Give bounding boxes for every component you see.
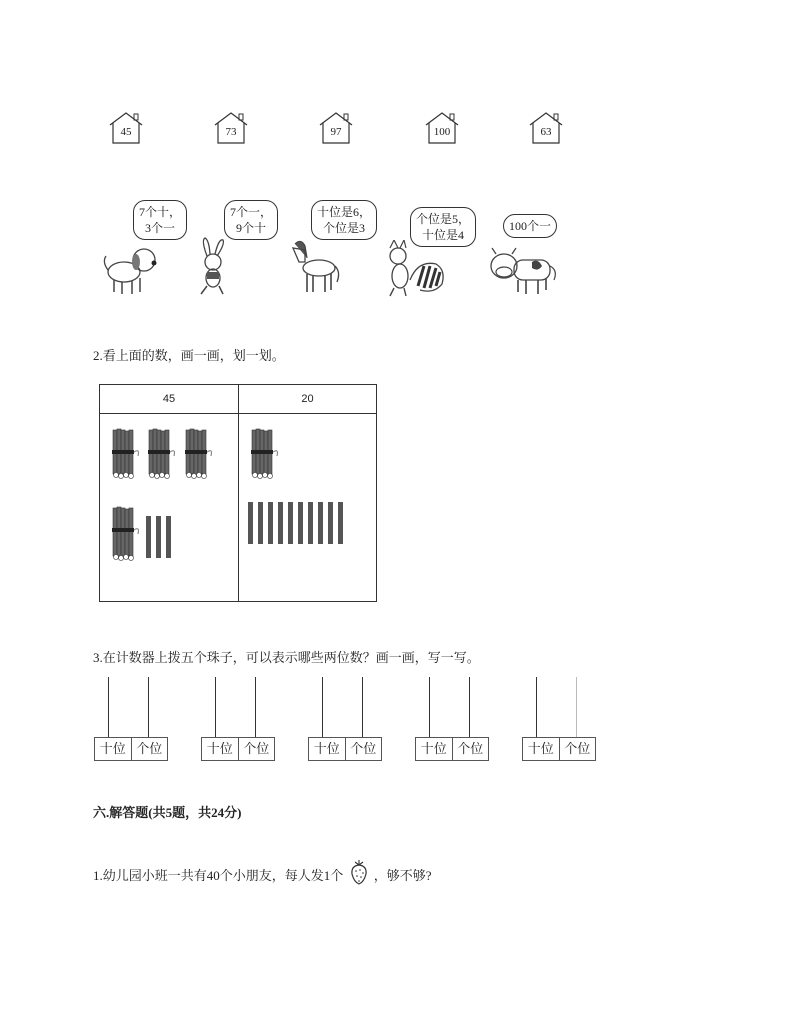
single-stick xyxy=(166,516,171,558)
abacus-4 xyxy=(415,677,489,761)
abacus-rod-tens xyxy=(429,677,430,737)
speech-bubble-squirrel: 个位是5， 十位是4 xyxy=(410,207,476,247)
abacus-3 xyxy=(308,677,382,761)
table-header-20: 20 xyxy=(239,385,376,414)
abacus-1 xyxy=(94,677,168,761)
abacus-rod-ones xyxy=(148,677,149,737)
abacus-2 xyxy=(201,677,275,761)
ones-label: 个位 xyxy=(452,738,489,760)
rabbit-icon xyxy=(193,236,233,298)
stick-bundle-icon xyxy=(108,428,142,482)
stick-bundle-icon xyxy=(108,506,142,564)
house-1 xyxy=(108,111,144,145)
single-stick xyxy=(318,502,323,544)
speech-bubble-horse: 十位是6， 个位是3 xyxy=(311,200,377,240)
ones-label: 个位 xyxy=(238,738,275,760)
single-stick xyxy=(248,502,253,544)
abacus-base xyxy=(522,737,596,761)
speech-bubble-dog: 7个十， 3个一 xyxy=(133,200,187,240)
abacus-rod-ones xyxy=(362,677,363,737)
tens-label: 十位 xyxy=(420,741,447,756)
stick-bundle-icon xyxy=(144,428,178,482)
house-3 xyxy=(318,111,354,145)
section-6-title: 六.解答题(共5题，共24分) xyxy=(93,805,242,820)
strawberry-icon xyxy=(349,858,369,886)
tens-label: 十位 xyxy=(313,741,340,756)
tens-label: 十位 xyxy=(206,741,233,756)
house-number: 45 xyxy=(120,126,132,138)
speech-bubble-rabbit: 7个一， 9个十 xyxy=(224,200,278,240)
squirrel-icon xyxy=(384,240,448,298)
abacus-rod-ones xyxy=(255,677,256,737)
abacus-rod-tens xyxy=(108,677,109,737)
abacus-rod-tens xyxy=(536,677,537,737)
section-6-question-1 xyxy=(93,858,432,886)
single-stick xyxy=(146,516,151,558)
question-2-text: 2.看上面的数，画一画，划一划。 xyxy=(93,348,285,363)
stick-bundle-icon xyxy=(247,428,281,482)
table-header-45: 45 xyxy=(100,385,238,414)
tens-label: 十位 xyxy=(99,741,126,756)
single-stick xyxy=(156,516,161,558)
house-number: 97 xyxy=(330,126,342,138)
counting-table xyxy=(99,384,377,602)
abacus-rod-tens xyxy=(215,677,216,737)
house-number: 73 xyxy=(225,126,237,138)
abacus-rod-ones xyxy=(576,677,577,737)
ones-label: 个位 xyxy=(131,738,168,760)
single-stick xyxy=(258,502,263,544)
question-1-text-part2: ，够不够? xyxy=(373,868,432,883)
dog-icon xyxy=(100,236,162,298)
horse-icon xyxy=(289,236,341,296)
single-stick xyxy=(268,502,273,544)
abacus-5 xyxy=(522,677,596,761)
abacus-base xyxy=(94,737,168,761)
house-2 xyxy=(213,111,249,145)
abacus-base xyxy=(308,737,382,761)
tens-label: 十位 xyxy=(527,741,554,756)
single-stick xyxy=(278,502,283,544)
house-4 xyxy=(424,111,460,145)
house-5 xyxy=(528,111,564,145)
question-3-text: 3.在计数器上拨五个珠子，可以表示哪些两位数？画一画，写一写。 xyxy=(93,650,480,665)
single-stick xyxy=(298,502,303,544)
table-divider xyxy=(238,385,239,601)
abacus-rod-ones xyxy=(469,677,470,737)
house-number: 100 xyxy=(433,126,451,138)
single-stick xyxy=(308,502,313,544)
abacus-rod-tens xyxy=(322,677,323,737)
speech-bubble-cow: 100个一 xyxy=(503,214,557,238)
question-1-text-part1: 1.幼儿园小班一共有40个小朋友，每人发1个 xyxy=(93,868,344,883)
single-stick xyxy=(288,502,293,544)
ones-label: 个位 xyxy=(345,738,382,760)
abacus-base xyxy=(415,737,489,761)
stick-bundle-icon xyxy=(181,428,215,482)
abacus-base xyxy=(201,737,275,761)
single-stick xyxy=(338,502,343,544)
cow-icon xyxy=(488,244,560,298)
ones-label: 个位 xyxy=(559,738,596,760)
house-number: 63 xyxy=(540,126,552,138)
single-stick xyxy=(328,502,333,544)
